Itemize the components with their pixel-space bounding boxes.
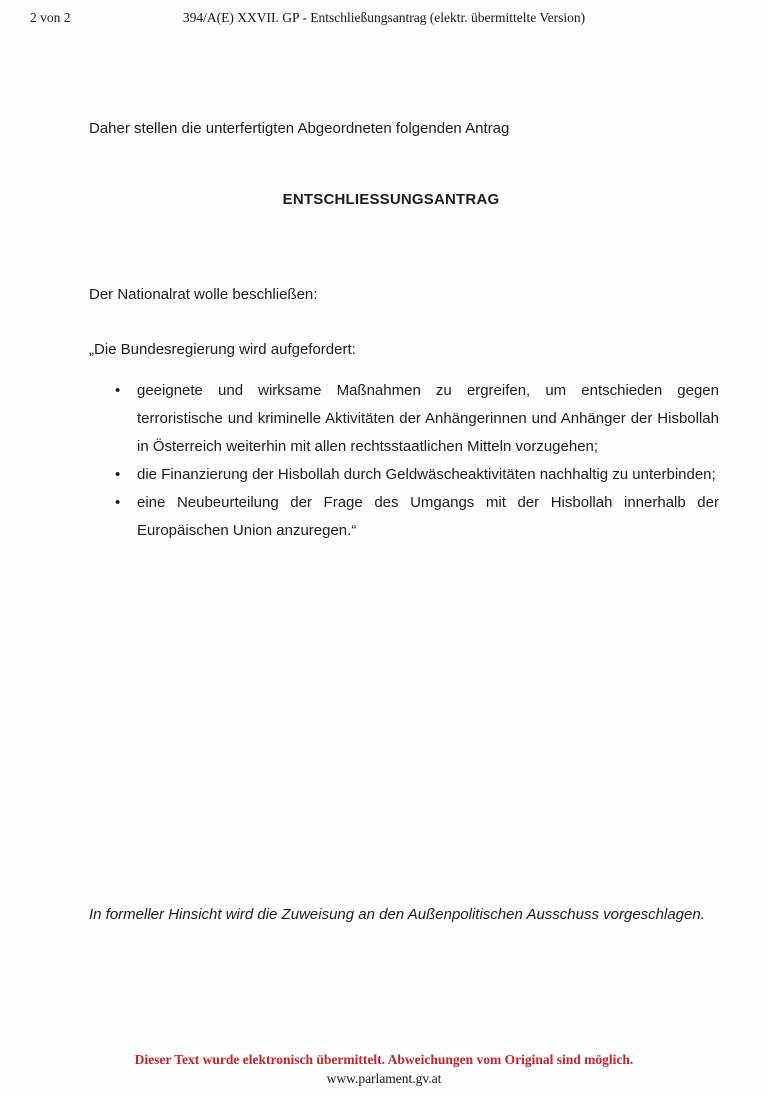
list-item: [115, 377, 719, 461]
bullet-text: geeignete und wirksame Maßnahmen zu ergreifen, um entschieden gegen terroristische und kriminelle Aktivitäten der Anhängerinnen und Anhänger der Hisbollah in Österreich weiterhin mit allen rechtsstaatlichen Mitteln vorzugehen;: [137, 382, 719, 455]
footer-url: www.parlament.gv.at: [326, 1071, 442, 1086]
list-item: [115, 489, 719, 545]
resolution-opening-line: Der Nationalrat wolle beschließen:: [89, 286, 318, 303]
bullet-icon: •: [115, 466, 121, 483]
intro-paragraph: Daher stellen die unterfertigten Abgeordneten folgenden Antrag: [89, 120, 510, 137]
document-header-title: 394/A(E) XXVII. GP - Entschließungsantrag (elektr. übermittelte Version): [182, 10, 586, 25]
bullet-text: die Finanzierung der Hisbollah durch Geldwäscheaktivitäten nachhaltig zu unterbinden;: [137, 466, 716, 483]
list-item: [115, 461, 719, 489]
page-number-indicator: 2 von 2: [30, 10, 71, 25]
bullet-icon: •: [115, 494, 121, 511]
bullet-icon: •: [115, 382, 121, 399]
quote-opening-line: „Die Bundesregierung wird aufgefordert:: [89, 341, 356, 358]
demands-bullet-list: [89, 377, 719, 545]
resolution-heading: ENTSCHLIESSUNGSANTRAG: [282, 191, 500, 208]
formal-note: In formeller Hinsicht wird die Zuweisung an den Außenpolitischen Ausschuss vorgeschlagen.: [89, 906, 705, 923]
bullet-text: eine Neubeurteilung der Frage des Umgangs mit der Hisbollah innerhalb der Europäischen Union anzuregen.“: [137, 494, 719, 539]
document-header: [0, 10, 768, 32]
footer-disclaimer: Dieser Text wurde elektronisch übermittelt. Abweichungen vom Original sind möglich.: [134, 1052, 634, 1067]
